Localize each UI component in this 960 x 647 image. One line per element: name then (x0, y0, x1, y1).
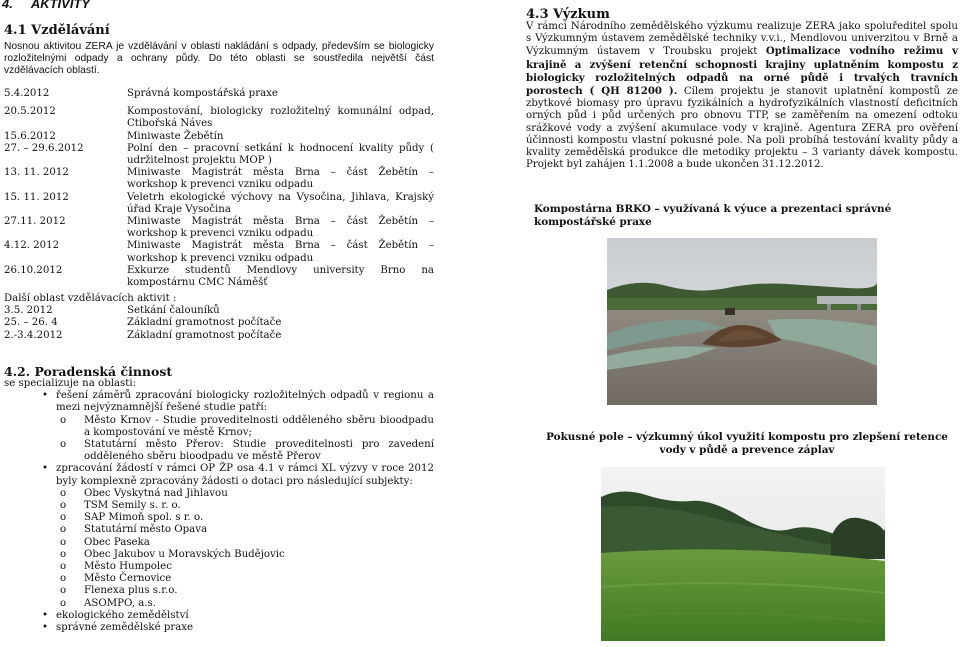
sub-list-item-text: Obec Paseka (84, 536, 150, 548)
event-text: Miniwaste Magistrát města Brna – část Žebětín – workshop k prevenci vzniku odpadu (127, 216, 434, 240)
sub-list-item-text: Město Černovice (84, 573, 172, 585)
event-text: Veletrh ekologické výchovy na Vysočina, Jihlava, Krajský úřad Kraje Vysočina (127, 191, 434, 215)
event-date: 25. – 26. 4 (4, 317, 58, 329)
sub-list-item-text: Statutární město Opava (84, 524, 208, 536)
composting-plant-illustration (607, 238, 877, 405)
section-4-2-title: 4.2. Poradenská činnost (4, 364, 173, 379)
section-4-1-title: 4.1 Vzdělávání (4, 23, 110, 38)
test-field-illustration (601, 467, 885, 641)
composting-plant-photo (607, 238, 877, 405)
circle-bullet-icon: o (60, 597, 67, 609)
research-text-detail: Cílem projektu je stanovit uplatnění kompostů ze zbytkové biomasy pro úpravu fyzikálních a hydrofyzikálních vlastností deficitních orných půd i půd určených pro obnovu TTP, se zaměřením na omezení odtoku srážkové vody a zvýšení akumulace vody v krajině. Agentura ZERA pro ověření účinnosti kompostu vlastní pokusné pole. Na poli probíhá testování kvality půdy a kvality zemědělská produkce dle metodiky projektu – 3 varianty dávek kompostu. Projekt byl zahájen 1.1.2008 a bude ukončen 31.12.2012. (526, 86, 958, 171)
other-activities-heading: Další oblast vzdělávacích aktivit : (4, 293, 177, 304)
sub-list-item (56, 415, 434, 439)
bullet-icon: • (42, 390, 49, 402)
event-row (4, 305, 434, 317)
list-item-text: ekologického zemědělství (56, 609, 189, 621)
event-date: 26.10.2012 (4, 264, 63, 276)
circle-bullet-icon: o (60, 512, 67, 524)
event-text: Miniwaste Žebětín (127, 130, 224, 142)
chapter-heading (2, 0, 90, 11)
list-item-text: správné zemědělské praxe (56, 622, 194, 634)
section-4-3-title: 4.3 Výzkum (526, 7, 610, 22)
sub-list-item (56, 500, 434, 512)
sub-list-item (56, 561, 434, 573)
event-text: Miniwaste Magistrát města Brna – část Žebětín – workshop k prevenci vzniku odpadu (127, 240, 434, 264)
list-item-text: řešení záměrů zpracování biologicky rozložitelných odpadů v regionu a mezi nejvýznamnější řešené studie patří: (56, 390, 434, 414)
chapter-number: 4. (2, 0, 13, 11)
event-text: Polní den – pracovní setkání k hodnocení kvality půdy ( udržitelnost projektu MOP ) (127, 142, 434, 167)
sub-list-item (56, 573, 434, 585)
sub-list-item-text: Obec Vyskytná nad Jihlavou (84, 487, 228, 499)
event-text: Exkurze studentů Mendlovy university Brno na kompostárnu CMC Náměšť (127, 264, 434, 289)
event-row (4, 317, 434, 329)
research-project-title: Optimalizace vodního režimu v krajině a zvýšení retenční schopnosti krajiny uplatněním kompostu z biologicky rozložitelných odpadů na orné půdě i trvalých travních porostech ( QH 81200 ). (526, 45, 958, 98)
event-date: 5.4.2012 (4, 88, 50, 99)
bullet-icon: • (42, 622, 49, 634)
circle-bullet-icon: o (60, 548, 67, 560)
test-field-photo (601, 467, 885, 641)
circle-bullet-icon: o (60, 561, 67, 573)
event-text: Setkání čalouníků (127, 305, 220, 317)
sub-list-item (56, 488, 434, 500)
section-4-2-body (4, 378, 434, 634)
section-4-3-body (526, 21, 958, 171)
list-item-text: zpracování žádostí v rámci OP ŽP osa 4.1 v rámci XL výzvy v roce 2012 byly komplexně zpracovány žádosti o dotaci pro následující subjekty: (56, 463, 434, 487)
event-text: Správná kompostářská praxe (127, 88, 278, 99)
circle-bullet-icon: o (60, 524, 67, 536)
other-activities (4, 293, 434, 342)
event-row (4, 88, 434, 100)
sub-list-item (56, 537, 434, 549)
event-row (4, 330, 434, 342)
event-row (4, 167, 434, 191)
sub-list-item-text: Obec Jakubov u Moravských Budějovic (84, 548, 285, 560)
circle-bullet-icon: o (60, 439, 67, 451)
event-row (4, 265, 434, 289)
sub-list-item (56, 549, 434, 561)
sub-list (56, 488, 434, 610)
event-date: 27.11. 2012 (4, 216, 66, 228)
event-date: 3.5. 2012 (4, 305, 53, 317)
circle-bullet-icon: o (60, 573, 67, 585)
event-date: 15.6.2012 (4, 130, 56, 142)
events-list (4, 88, 434, 289)
event-date: 13. 11. 2012 (4, 167, 69, 179)
sub-list-item-text: TSM Semily s. r. o. (84, 500, 181, 512)
circle-bullet-icon: o (60, 500, 67, 512)
event-row (4, 143, 434, 167)
list-item (4, 390, 434, 463)
sub-list-item-text: Flenexa plus s.r.o. (84, 585, 178, 597)
sub-list-item (56, 524, 434, 536)
event-date: 20.5.2012 (4, 106, 56, 118)
circle-bullet-icon: o (60, 487, 67, 499)
research-text-intro: V rámci Národního zemědělského výzkumu realizuje ZERA jako spoluředitel spolu s Výzkumným ústavem zemědělské techniky v.v.i., Mendlovou univerzitou v Brně a Výzkumným ústavem v Troubsku projekt (526, 21, 958, 58)
circle-bullet-icon: o (60, 414, 67, 426)
list-item (4, 610, 434, 622)
event-date: 27. – 29.6.2012 (4, 142, 84, 154)
event-row (4, 131, 434, 143)
event-row (4, 216, 434, 240)
advisory-list (4, 390, 434, 634)
event-row (4, 106, 434, 130)
section-4-1-intro: Nosnou aktivitou ZERA je vzdělávání v oblasti nakládání s odpady, především se biologicky rozložitelnými odpady a ochrany půdy. Do této oblasti se soustředila největší část vzdělávacích oblastí. (4, 41, 434, 77)
circle-bullet-icon: o (60, 585, 67, 597)
sub-list-item-text: Město Krnov - Studie proveditelnosti odděleného sběru bioodpadu a kompostování ve městě Krnov; (84, 414, 434, 438)
bullet-icon: • (42, 609, 49, 621)
event-text: Miniwaste Magistrát města Brna – část Žebětín – workshop k prevenci vzniku odpadu (127, 167, 434, 191)
event-row (4, 192, 434, 216)
sub-list-item (56, 598, 434, 610)
sub-list-item-text: Statutární město Přerov: Studie proveditelnosti pro zavedení odděleného sběru bioodpadu ve městě Přerov (84, 439, 434, 463)
event-text: Základní gramotnost počítače (127, 317, 282, 329)
event-row (4, 240, 434, 264)
chapter-title: AKTIVITY (30, 0, 91, 11)
sub-list-item-text: ASOMPO, a.s. (84, 597, 156, 609)
sub-list-item (56, 439, 434, 463)
event-date: 15. 11. 2012 (4, 191, 69, 203)
sub-list-item-text: Město Humpolec (84, 561, 172, 573)
section-4-2-lead: se specializuje na oblasti: (4, 378, 137, 389)
photo-caption-composting: Kompostárna BRKO – využívaná k výuce a prezentaci správné kompostářské praxe (534, 203, 892, 228)
bullet-icon: • (42, 463, 49, 475)
sub-list (56, 415, 434, 464)
event-text: Základní gramotnost počítače (127, 329, 282, 341)
list-item (4, 463, 434, 609)
sub-list-item (56, 585, 434, 597)
event-date: 2.-3.4.2012 (4, 329, 63, 341)
circle-bullet-icon: o (60, 536, 67, 548)
event-date: 4.12. 2012 (4, 240, 60, 252)
photo-caption-test-field: Pokusné pole – výzkumný úkol využití kompostu pro zlepšení retence vody v půdě a prevence záplav (546, 431, 948, 456)
sub-list-item (56, 512, 434, 524)
list-item (4, 622, 434, 634)
sub-list-item-text: SAP Mimoň spol. s r. o. (84, 512, 204, 524)
event-text: Kompostování, biologicky rozložitelný komunální odpad, Ctibořská Náves (127, 106, 434, 130)
